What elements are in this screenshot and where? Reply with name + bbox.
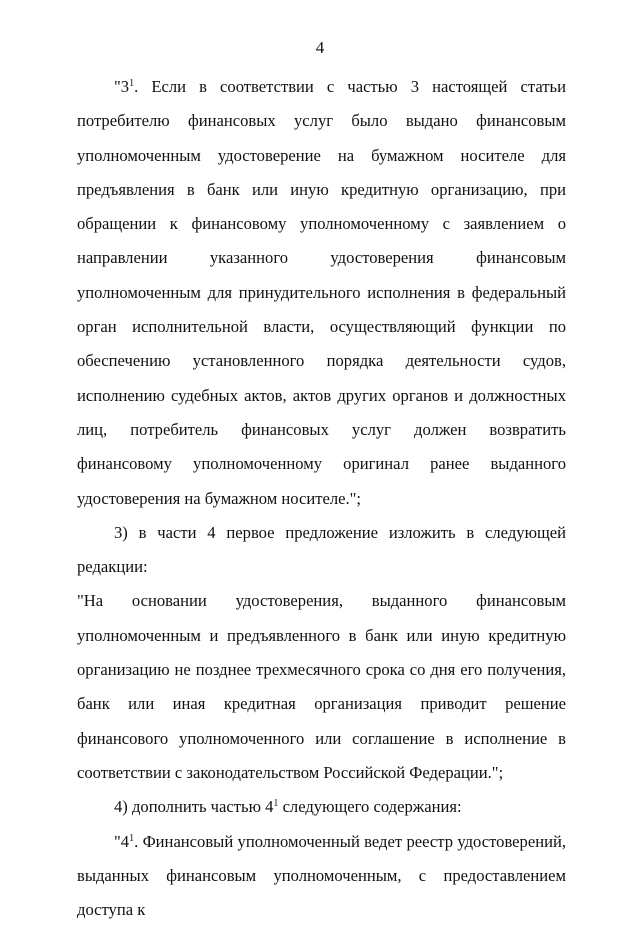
paragraph-text: "4 bbox=[114, 831, 130, 851]
paragraph-text: "3 bbox=[114, 77, 130, 96]
paragraph-part-4-1 bbox=[77, 825, 566, 927]
paragraph-part-3-1 bbox=[77, 70, 566, 516]
paragraph-text: 4) дополнить частью 4 bbox=[114, 797, 274, 817]
paragraph-text: . Если в соответствии с частью 3 настоящей статьи потребителю финансовых услуг было выдано финансовым уполномоченным удостоверение на бумажном носителе для предъявления в банк или иную кредитную организацию, при обращении к финансовому уполномоченному с заявлением о направлении указанного удостоверения финансовым уполномоченным для принудительного исполнения в федеральный орган исполнительной власти, осуществляющий функции по обеспечению установленного порядка деятельности судов, исполнению судебных актов, актов других органов и должностных лиц, потребитель финансовых услуг должен возвратить финансовому уполномоченному оригинал ранее выданного удостоверения на бумажном носителе."; bbox=[77, 77, 566, 508]
paragraph-text: . Финансовый уполномоченный ведет реестр удостоверений, выданных финансовым уполномоченным, с предоставлением доступа к bbox=[77, 831, 566, 920]
paragraph-item-3: 3) в части 4 первое предложение изложить в следующей редакции: bbox=[77, 522, 566, 577]
document-body bbox=[77, 70, 566, 927]
paragraph-text: следующего содержания: bbox=[278, 797, 462, 817]
superscript: 1 bbox=[129, 78, 135, 89]
page-number: 4 bbox=[315, 38, 325, 57]
superscript: 1 bbox=[129, 832, 135, 844]
paragraph-quote-part-4: "На основании удостоверения, выданного финансовым уполномоченным и предъявленного в банк или иную кредитную организацию не позднее трехмесячного срока со дня его получения, банк или иная кредитная организация приводит решение финансового уполномоченного или соглашение в исполнение в соответствии с законодательством Российской Федерации."; bbox=[77, 591, 566, 782]
superscript: 1 bbox=[273, 798, 279, 810]
paragraph-item-4 bbox=[77, 790, 566, 824]
